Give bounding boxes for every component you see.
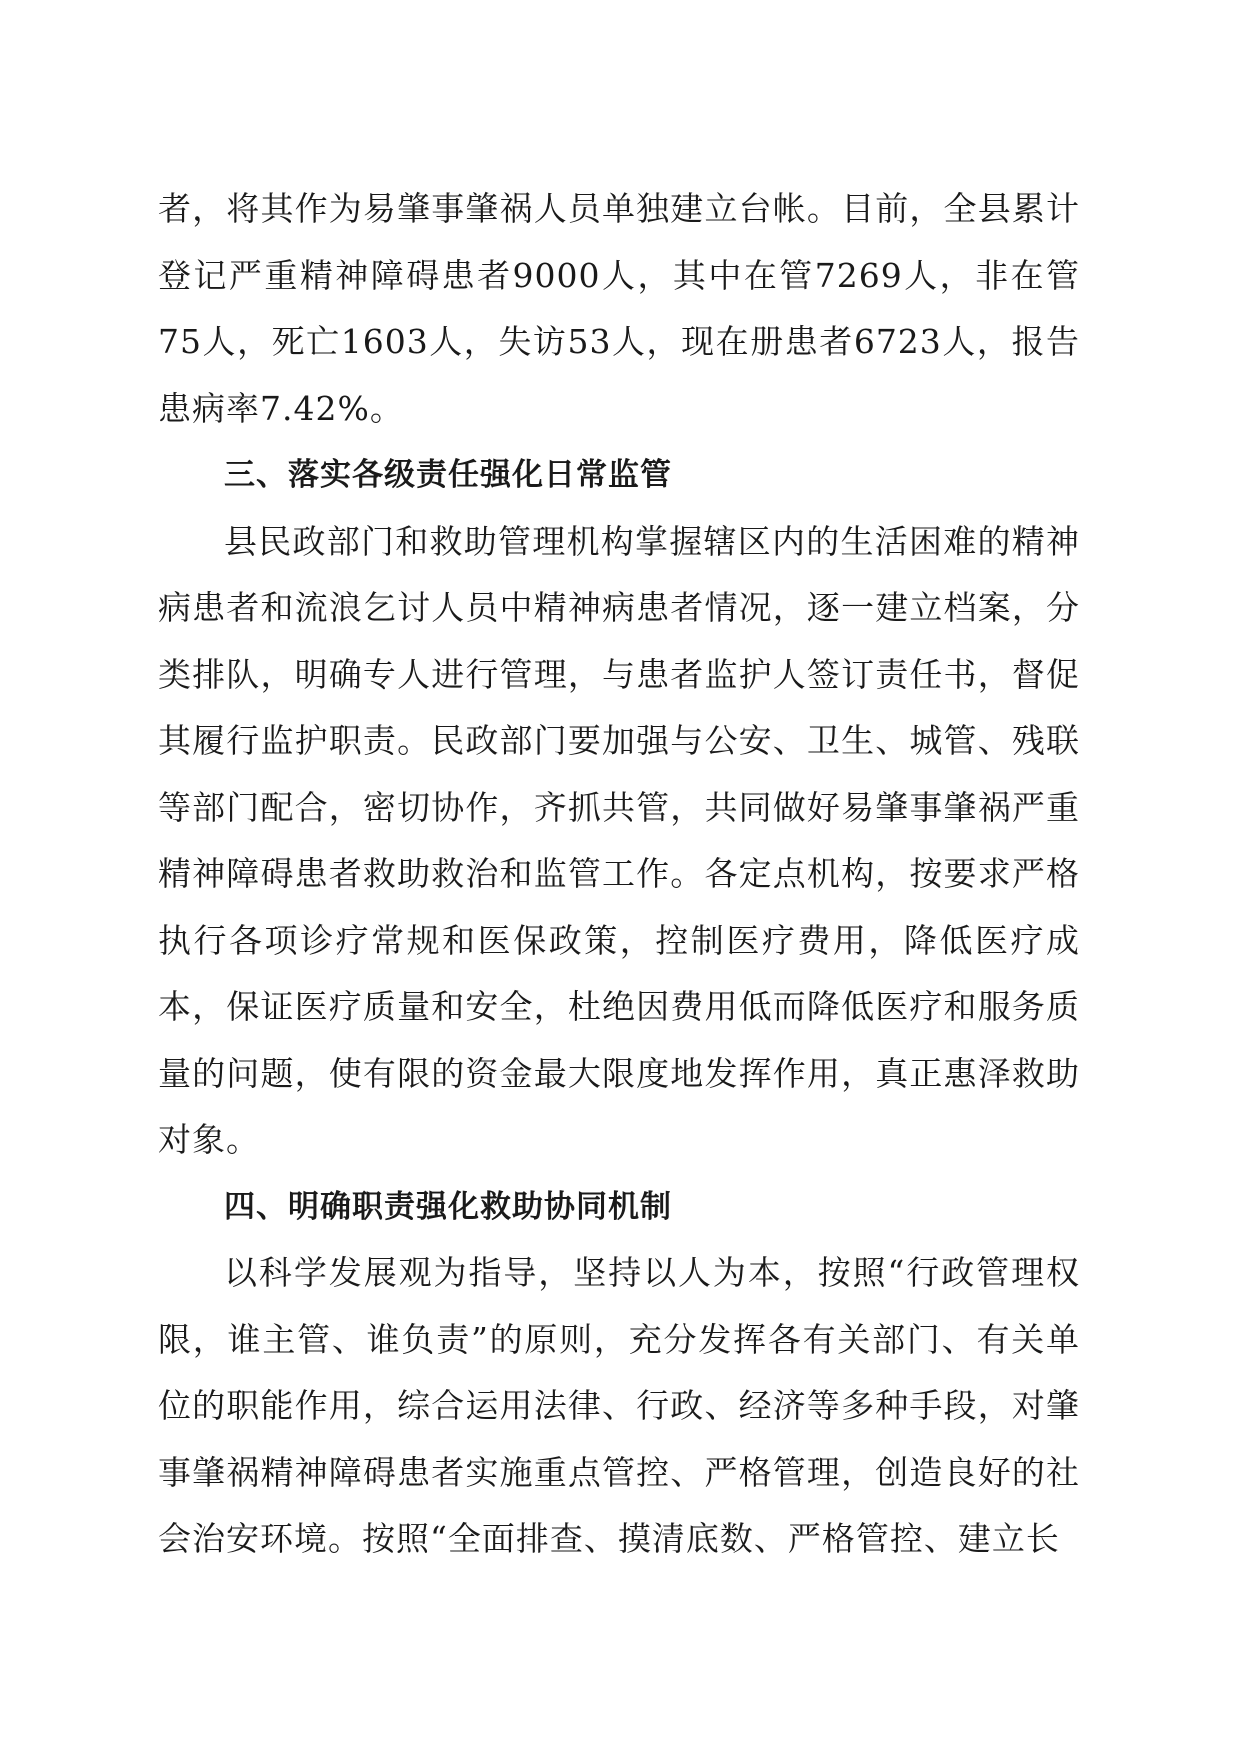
paragraph-patient-statistics: 者，将其作为易肇事肇祸人员单独建立台帐。目前，全县累计登记严重精神障碍患者9000人，其中在管7269人，非在管75人，死亡1603人，失访53人，现在册患者6723人，报告患病率7.42%。 [158,189,1080,428]
document-body [158,176,1080,1573]
heading-section-four: 四、明确职责强化救助协同机制 [224,1188,672,1225]
paragraph-civil-affairs-supervision: 县民政部门和救助管理机构掌握辖区内的生活困难的精神病患者和流浪乞讨人员中精神病患者情况，逐一建立档案，分类排队，明确专人进行管理，与患者监护人签订责任书，督促其履行监护职责。民政部门要加强与公安、卫生、城管、残联等部门配合，密切协作，齐抓共管，共同做好易肇事肇祸严重精神障碍患者救助救治和监管工作。各定点机构，按要求严格执行各项诊疗常规和医保政策，控制医疗费用，降低医疗成本，保证医疗质量和安全，杜绝因费用低而降低医疗和服务质量的问题，使有限的资金最大限度地发挥作用，真正惠泽救助对象。 [158,521,1080,1159]
paragraph-coordination-mechanism: 以科学发展观为指导，坚持以人为本，按照“行政管理权限，谁主管、谁负责”的原则，充分发挥各有关部门、有关单位的职能作用，综合运用法律、行政、经济等多种手段，对肇事肇祸精神障碍患者实施重点管控、严格管理，创造良好的社会治安环境。按照“全面排查、摸清底数、严格管控、建立长 [158,1253,1080,1558]
heading-section-three: 三、落实各级责任强化日常监管 [224,457,672,493]
